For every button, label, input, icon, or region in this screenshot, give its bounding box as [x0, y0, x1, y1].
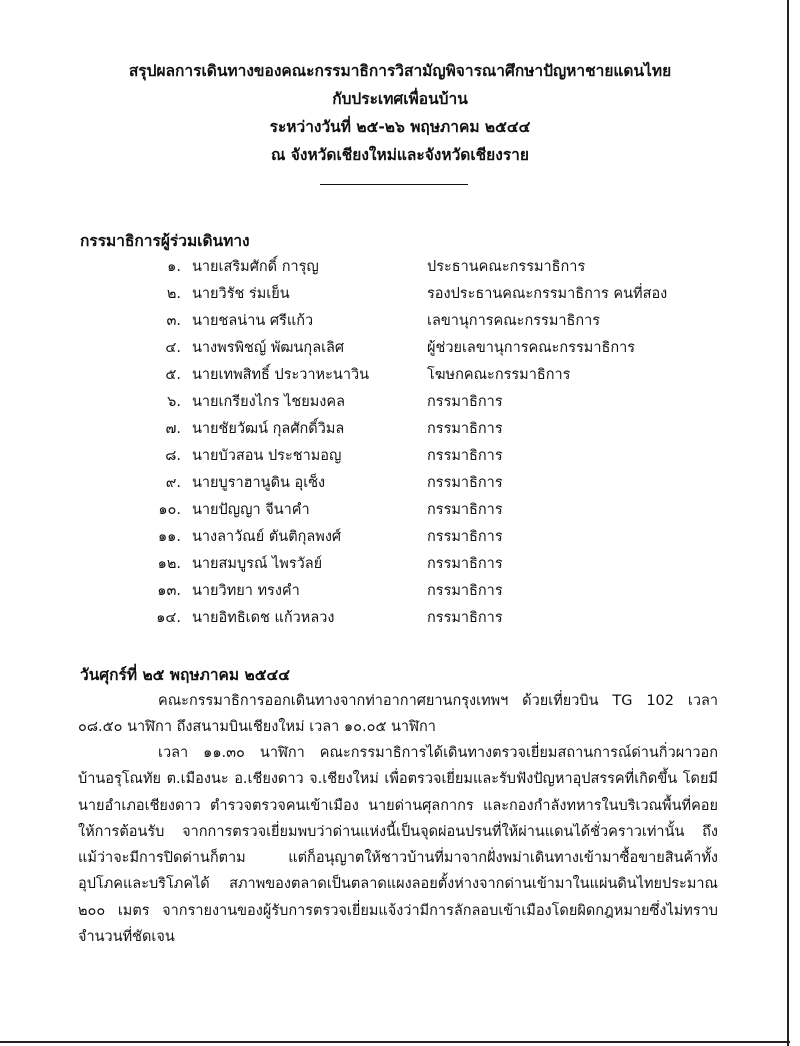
- member-name: นายปัญญา จีนาคำ: [192, 502, 310, 518]
- document-title-line-1: สรุปผลการเดินทางของคณะกรรมาธิการวิสามัญพิจารณาศึกษาปัญหาชายแดนไทย: [128, 62, 672, 80]
- member-number: ๒.: [166, 286, 181, 302]
- member-row: [0, 471, 800, 498]
- member-name: นายเกรียงไกร ไชยมงคล: [192, 394, 345, 410]
- member-number: ๑๔.: [156, 610, 181, 626]
- member-number: ๙.: [165, 475, 181, 491]
- member-number: ๕.: [165, 367, 181, 383]
- member-name: นายบูราฮานูดิน อุเซ็ง: [192, 475, 326, 491]
- member-row: [0, 282, 800, 309]
- member-row: [0, 309, 800, 336]
- member-row: [0, 444, 800, 471]
- member-row: [0, 525, 800, 552]
- member-name: นายวิรัช ร่มเย็น: [192, 286, 290, 302]
- member-role: ผู้ช่วยเลขานุการคณะกรรมาธิการ: [427, 340, 636, 356]
- page-border-bottom: [0, 1041, 790, 1043]
- member-row: [0, 363, 800, 390]
- member-role: กรรมาธิการ: [427, 502, 503, 518]
- member-number: ๓.: [166, 313, 181, 329]
- member-name: นางลาวัณย์ ตันติกุลพงศ์: [192, 529, 342, 545]
- member-number: ๘.: [165, 448, 181, 464]
- member-role: กรรมาธิการ: [427, 529, 503, 545]
- member-number: ๑๓.: [157, 583, 181, 599]
- member-role: กรรมาธิการ: [427, 394, 503, 410]
- member-name: นายสมบูรณ์ ไพรวัลย์: [192, 556, 323, 572]
- paragraph-flight: [78, 688, 718, 741]
- member-number: ๑๐.: [158, 502, 181, 518]
- title-underline-divider: [320, 184, 468, 185]
- paragraph-text: คณะกรรมาธิการออกเดินทางจากท่าอากาศยานกรุงเทพฯ ด้วยเที่ยวบิน TG 102 เวลา ๐๘.๕๐ นาฬิกา ถึงสนามบินเชียงใหม่ เวลา ๑๐.๐๕ นาฬิกา: [78, 693, 718, 736]
- members-list: [0, 255, 800, 633]
- page-border-right: [787, 0, 789, 1046]
- member-number: ๑๒.: [157, 556, 181, 572]
- member-name: นายเทพสิทธิ์ ประวาหะนาวิน: [192, 367, 370, 383]
- member-name: นายบัวสอน ประชามอญ: [192, 448, 342, 464]
- member-role: เลขานุการคณะกรรมาธิการ: [427, 313, 601, 329]
- member-role: กรรมาธิการ: [427, 556, 503, 572]
- member-role: โฆษกคณะกรรมาธิการ: [427, 367, 571, 383]
- member-name: นายชัยวัฒน์ กุลศักดิ์วิมล: [192, 421, 345, 437]
- document-date-range: ระหว่างวันที่ ๒๕-๒๖ พฤษภาคม ๒๕๔๔: [269, 118, 531, 136]
- paragraph-text: เวลา ๑๑.๓๐ นาฬิกา คณะกรรมาธิการได้เดินทางตรวจเยี่ยมสถานการณ์ด่านกิ่วผาวอก บ้านอรุโณทัย ต.เมืองนะ อ.เชียงดาว จ.เชียงใหม่ เพื่อตรวจเยี่ยมและรับฟังปัญหาอุปสรรคที่เกิดขึ้น โดยมีนายอำเภอเชียงดาว ตำรวจตรวจคนเข้าเมือง นายด่านศุลกากร และกองกำลังทหารในบริเวณพื้นที่คอยให้การต้อนรับ จากการตรวจเยี่ยมพบว่าด่านแห่งนี้เป็นจุดผ่อนปรนที่ให้ผ่านแดนได้ชั่วคราวเท่านั้น ถึงแม้ว่าจะมีการปิดด่านก็ตาม แต่ก็อนุญาตให้ชาวบ้านที่มาจากฝั่งพม่าเดินทางเข้ามาซื้อขายสินค้าทั้งอุปโภคและบริโภคได้ สภาพของตลาดเป็นตลาดแผงลอยตั้งห่างจากด่านเข้ามาในแผ่นดินไทยประมาณ ๒๐๐ เมตร จากรายงานของผู้รับการตรวจเยี่ยมแจ้งว่ามีการลักลอบเข้าเมืองโดยผิดกฎหมายซึ่งไม่ทราบจำนวนที่ชัดเจน: [78, 745, 718, 946]
- member-row: [0, 255, 800, 282]
- member-role: กรรมาธิการ: [427, 475, 503, 491]
- member-row: [0, 606, 800, 633]
- member-row: [0, 579, 800, 606]
- members-heading: กรรมาธิการผู้ร่วมเดินทาง: [80, 232, 250, 250]
- member-name: นายวิทยา ทรงคำ: [192, 583, 300, 599]
- member-name: นายชลน่าน ศรีแก้ว: [192, 313, 314, 329]
- member-number: ๔.: [165, 340, 181, 356]
- member-row: [0, 552, 800, 579]
- member-role: กรรมาธิการ: [427, 421, 503, 437]
- member-row: [0, 417, 800, 444]
- member-name: นางพรพิชญ์ พัฒนกุลเลิศ: [192, 340, 345, 356]
- member-number: ๑๑.: [157, 529, 181, 545]
- paragraph-border-visit: [78, 740, 718, 950]
- member-role: กรรมาธิการ: [427, 448, 503, 464]
- member-row: [0, 336, 800, 363]
- member-number: ๖.: [167, 394, 181, 410]
- document-title-line-2: กับประเทศเพื่อนบ้าน: [332, 90, 468, 108]
- member-name: นายอิทธิเดช แก้วหลวง: [192, 610, 335, 626]
- member-role: กรรมาธิการ: [427, 610, 503, 626]
- member-row: [0, 498, 800, 525]
- member-number: ๑.: [167, 259, 181, 275]
- member-number: ๗.: [165, 421, 181, 437]
- member-name: นายเสริมศักดิ์ การุญ: [192, 259, 319, 275]
- member-row: [0, 390, 800, 417]
- member-role: กรรมาธิการ: [427, 583, 503, 599]
- member-role: รองประธานคณะกรรมาธิการ คนที่สอง: [427, 286, 668, 302]
- member-role: ประธานคณะกรรมาธิการ: [427, 259, 586, 275]
- document-location: ณ จังหวัดเชียงใหม่และจังหวัดเชียงราย: [271, 146, 529, 164]
- day-heading: วันศุกร์ที่ ๒๕ พฤษภาคม ๒๕๔๔: [80, 666, 290, 684]
